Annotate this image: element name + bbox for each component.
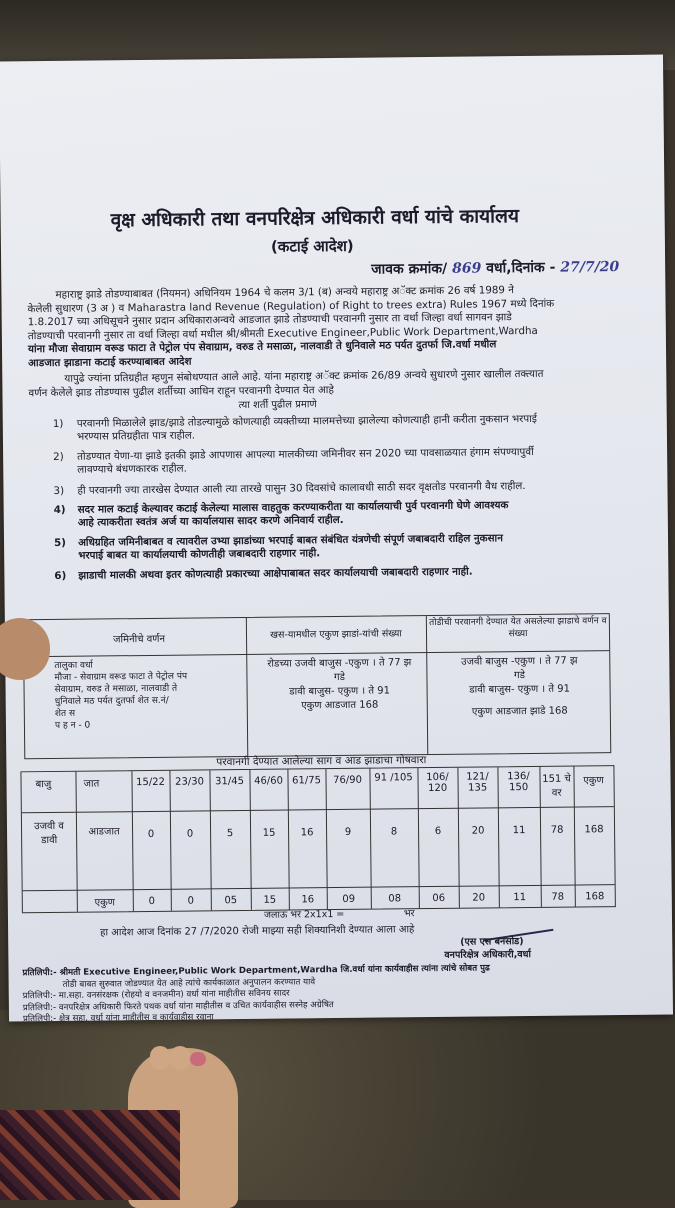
volume-unit: भर: [403, 908, 415, 920]
copy-line: प्रतिलिपी:- मा.सहा. वनसंरक्षक (रोहयो व वनजमीन) वर्धा यांना माहीतीस सविनय सादर: [22, 988, 290, 1002]
row-value: 5: [226, 828, 234, 840]
copy-list: [22, 963, 490, 1025]
type-header: जात: [83, 778, 100, 790]
total-header: एकुण: [583, 775, 604, 787]
condition-3: 3) ही परवानगी ज्या तारखेस देण्यात आली त्या तारखे पासुन 30 दिवसांचे कालावधी साठी सदर वृक्षतोड परवानगी वैध राहील.: [53, 480, 526, 497]
girth-151-above: 151 चे वर: [542, 773, 571, 799]
girth-61-75: 61/75: [292, 775, 322, 787]
row-value: 168: [584, 824, 604, 836]
copy-line: प्रतिलिपी:- क्षेत्र सहा. वर्धा यांना माहीतीस व कार्यवाहीस रवाना: [22, 1012, 214, 1025]
ref-label: जावक क्रमांक/: [371, 260, 448, 278]
total-value: 11: [513, 892, 527, 904]
girth-23-30: 23/30: [175, 776, 205, 788]
row-value: 6: [434, 825, 442, 837]
date-value: 27/7/20: [560, 259, 620, 276]
row-value: 0: [147, 828, 155, 840]
toe: [170, 1046, 190, 1070]
girth-121-135: 121/ 135: [466, 771, 489, 794]
row-value: 8: [390, 826, 398, 838]
land-header-total: खस-यामधील एकुण झाडां-यांची संख्या: [270, 628, 402, 641]
total-label: एकुण: [94, 897, 116, 909]
issued-statement: हा आदेश आज दिनांक 27 /7/2020 रोजी माझ्या सही शिक्यानिशी देण्यात आला आहे: [100, 924, 415, 939]
land-header-desc: जमिनीचे वर्णन: [112, 633, 166, 646]
condition-5: 5) अधिग्रहित जमिनीबाबत व त्यावरील उभ्या झाडांच्या भरपाई बाबत संबंधित यंत्रणेची संपूर्ण जबाबदारी राहिल नुकसान भरपाई बाबत या कार्यालयाची कोणतीही जबाबदारी राहणार नाही.: [53, 532, 503, 562]
paragraph-1: महाराष्ट्र झाडे तोडण्याबाबत (नियमन) अधिनियम 1964 चे कलम 3/1 (ब) अन्वये महाराष्ट्र अॅक्ट क्रमांक 26 वर्ष 1989 ने केलेली सुधारण (3 अ ) व Maharastra land Revenue (Regulation) of Right to trees extra) Rules 1967 मध्ये दिनांक 1.8.2017 च्या अधिसूचने नुसार प्रदान अधिकाराअन्वये आडजात झाडे तोडण्याची परवानगी नुसार ता वर्धा जिल्हा वर्धा सागवन झाडे तोडण्याची परवानगी नुसार ता वर्धा जिल्हा वर्धा मधील श्री/श्रीमती Executive Engineer,Public Work Department,Wardha यांना मौजा सेवाग्राम वरूड फाटा ते पेट्रोल पंप सेवाग्राम, वरुड ते मसाळा, नालवाडी ते धुनिवाले मठ पर्यत दुतर्फा जि.वर्धा मधील आडजात झाडाना कटाई करण्याबाबत आदेश: [27, 284, 555, 369]
total-value: 168: [585, 891, 605, 903]
row-value: 9: [344, 826, 352, 838]
total-value: 08: [388, 893, 402, 905]
office-title: वृक्ष अधिकारी तथा वनपरिक्षेत्र अधिकारी वर्धा यांचे कार्यालय: [110, 205, 520, 232]
summary-title: परवानगी देण्यात आलेल्या साग व आड झाडाचा गोषवारा: [216, 754, 427, 769]
land-header-permitted: तोडीची परवानगी देण्यात येत असलेल्या झाडाचे वर्णन व संख्या: [429, 616, 607, 640]
total-value: 20: [472, 892, 486, 904]
reference-line: [371, 259, 619, 278]
total-value: 0: [148, 895, 156, 907]
conditions-intro: त्या शर्ती पुढील प्रमाणे: [238, 399, 317, 412]
row-value: 78: [550, 824, 564, 836]
signatory-title: वनपरिक्षेत्र अधिकारी,वर्धा: [444, 948, 531, 961]
toe-nail: [190, 1052, 206, 1066]
side-value: उजवी व डावी: [34, 820, 64, 847]
order-subtitle: (कटाई आदेश): [270, 236, 354, 256]
total-value: 09: [342, 893, 356, 905]
summary-table: [20, 765, 615, 913]
total-value: 05: [224, 895, 238, 907]
toe: [150, 1046, 170, 1070]
ref-number: 869: [452, 260, 482, 277]
cloth: [0, 1110, 180, 1200]
row-value: 0: [186, 828, 194, 840]
row-value: 16: [300, 827, 314, 839]
girth-15-22: 15/22: [136, 776, 166, 789]
total-value: 06: [432, 892, 446, 905]
girth-91-105: 91 /105: [374, 772, 413, 784]
girth-31-45: 31/45: [215, 775, 245, 788]
paragraph-2: यापुढे ज्यांना प्रतिग्रहीत म्हणुन संबोधण्यात आले आहे. यांना महाराष्ट्र अॅक्ट क्रमांक 26/89 अन्वये सुधारणे नुसार खालील तक्त्यात वर्णन केलेले झाड तोडण्यास पुढील शर्तीच्या आधिन राहून परवानगी देण्यात येत आहे: [28, 367, 544, 399]
row-value: 11: [512, 825, 526, 837]
girth-136-150: 136/ 150: [507, 770, 530, 794]
copy-line: प्रतिलिपी:- श्रीमती Executive Engineer,Public Work Department,Wardha जि.वर्धा यांना कार्यवाहीस त्यांना त्यांचे सोबत पुढ: [22, 963, 490, 979]
volume-text: जलाऊ भर 2x1x1 =: [263, 908, 345, 921]
girth-46-60: 46/60: [254, 775, 284, 787]
land-description: तालुका वर्धा मौजा - सेवाग्राम वरूड फाटा ते पेट्रोल पंप सेवाग्राम, वरुड ते मसाळा, नालवाडी ते धुनिवाले मठ पर्यत दुतर्फा शेत स.नं/ शेत स प ह न - 0: [54, 660, 188, 731]
copy-line: तोडी बाबत सुरुवात जोडण्यात येत आहे त्यांचे कार्यकाळात अनुपालन करण्यात यावे: [62, 976, 316, 990]
total-value: 15: [263, 894, 277, 906]
side-header: बाजु: [35, 778, 52, 791]
permitted-tree-count: उजवी बाजुस -एकुण । ते 77 झ गडे डावी बाजुस- एकुण । ते 91 एकुण आडजात झाडे 168: [461, 655, 578, 718]
date-label: वर्धा,दिनांक -: [486, 259, 556, 277]
total-tree-count: रोडच्या उजवी बाजुस -एकुण । ते 77 झ गडे डावी बाजुस- एकुण । ते 91 एकुण आडजात 168: [267, 657, 412, 712]
total-value: 16: [301, 894, 315, 906]
land-table: [23, 613, 611, 759]
total-value: 78: [551, 891, 565, 903]
type-value: आडजात: [88, 826, 120, 838]
condition-4: 4) सदर माल कटाई केल्यावर कटाई केलेल्या मालास वाहतुक करण्याकरीता या कार्यालयाची पुर्व परवानगी घेणे आवश्यक आहे त्याकरीता स्वतंत्र अर्ज या कार्यालयास सादर करणे अनिवार्य राहील.: [53, 499, 509, 529]
row-value: 15: [262, 827, 276, 839]
signatory-name: (एस एस बनसोड): [460, 936, 524, 948]
condition-1: 1) परवानगी मिळालेले झाड/झाडे तोडल्यामुळे कोणत्याही व्यक्तीच्या मालमत्तेच्या झालेल्या कोणत्याही हानी करीता नुकसान भरपाई भरण्यास प्रतिग्रहीता पात्र राहील.: [52, 412, 537, 443]
row-value: 20: [471, 825, 485, 837]
condition-2: 2) तोडण्यात येणा-या झाडे इतकी झाडे आपणास आपल्या मालकीच्या जमिनीवर सन 2020 च्या पावसाळयात हंगाम संपण्यापुर्वी लावण्याचे बंधणकारक राहील.: [53, 445, 534, 476]
copy-line: प्रतिलिपी:- वनपरिक्षेत्र अधिकारी फिरते पथक वर्धा यांना माहीतीस व उचित कार्यवाहीस सस्नेह अग्रेषित: [22, 999, 334, 1013]
girth-76-90: 76/90: [333, 774, 363, 787]
girth-106-120: 106/ 120: [426, 771, 449, 795]
condition-6: 6) झाडाची मालकी अथवा इतर कोणत्याही प्रकारच्या आक्षेपाबाबत सदर कार्यालयाची जबाबदारी राहणार नाही.: [54, 565, 473, 582]
total-value: 0: [187, 895, 195, 907]
document-paper: [0, 55, 673, 1025]
